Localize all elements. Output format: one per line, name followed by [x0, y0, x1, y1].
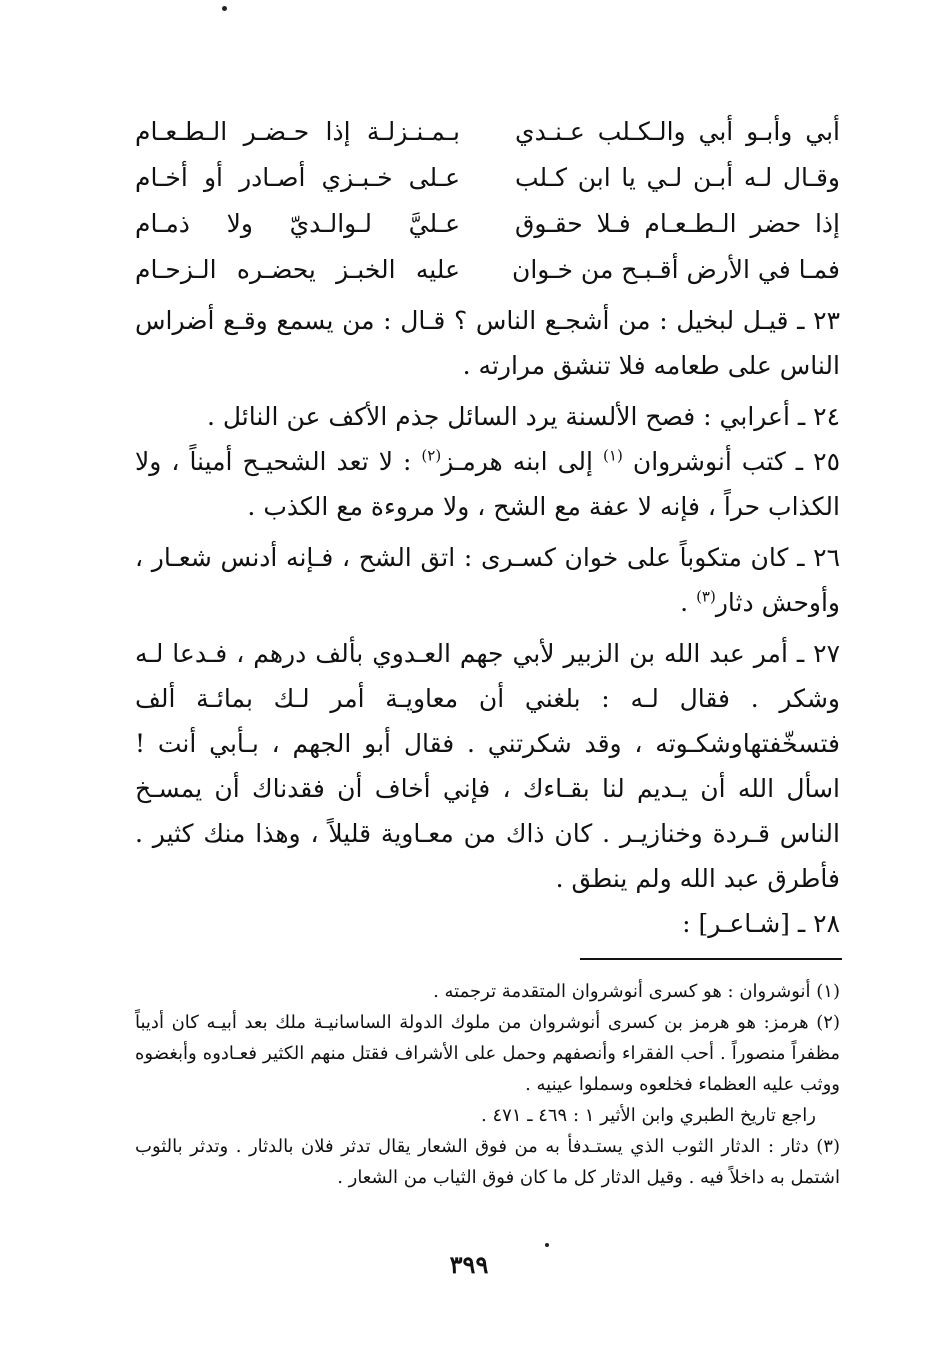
verse-row	[135, 246, 840, 292]
footnote-ref-1: (١)	[603, 446, 623, 465]
paragraph-28: ٢٨ ـ [شـاعـر] :	[682, 909, 840, 938]
verse-first-hemistich: وقـال لـه أبـن لـي يا ابن كـلب	[515, 162, 840, 192]
footnote-2-reference	[135, 1100, 840, 1131]
verse-second-hemistich: بـمـنـزلـة إذا حـضـر الـطـعـام	[135, 116, 460, 146]
paragraph-24: ٢٤ ـ أعرابي : فصح الألسنة يرد السائل جذم الأكف عن النائل .	[206, 402, 840, 431]
paragraph-25	[135, 439, 840, 529]
poem	[135, 108, 840, 292]
paragraph-23: ٢٣ ـ قيـل لبخيل : من أشجـع الناس ؟ قـال : من يسمع وقـع أضراس الناس على طعامه فلا تنشق مرارته .	[135, 306, 840, 380]
verse-second-hemistich: عليه الخبـز يحضـره الـزحـام	[135, 254, 460, 284]
paragraph-25-part-b: إلى ابنه هرمـز	[441, 447, 593, 476]
footnotes	[135, 976, 840, 1193]
paragraph-26	[135, 535, 840, 625]
paragraph-26-part-a: ٢٦ ـ كان متكوباً على خوان كسـرى : اتق الشح ، فـإنه أدنس شعـار ، وأوحش دثار	[135, 543, 840, 617]
footnote-1: (١) أنوشروان : هو كسرى أنوشروان المتقدمة ترجمته .	[433, 981, 840, 1002]
paragraph-25-part-c: : لا تعد الشحيـح أميناً ، ولا الكذاب حراً ، فإنه لا عفة مع الشح ، ولا مروءة مع الكذب .	[135, 447, 840, 521]
verse-first-hemistich: فمـا في الأرض أقـبـح من خـوان	[511, 254, 840, 284]
verse-first-hemistich: أبي وأبـو أبي والـكـلب عـنـدي	[515, 116, 840, 146]
verse-second-hemistich: عـلى خـبـزي أصـادر أو أخـام	[135, 162, 460, 192]
footnote-2-reference-text: راجع تاريخ الطبري وابن الأثير ١ : ٤٦٩ ـ ٤٧١ .	[481, 1105, 816, 1126]
footnote-ref-3: (٣)	[696, 587, 716, 606]
footnote-2: (٢) هرمز: هو هرمز بن كسرى أنوشروان من ملوك الدولة الساسانيـة ملك بعد أبيـه كان أديباً مظفراً منصوراً . أحب الفقراء وأنصفهم وحمل على الأشراف فقتل منهم الكثير فعـادوه وأبغضوه ووثب عليه العظماء فخلعوه وسملوا عينيه .	[135, 1012, 840, 1095]
footnote-divider	[580, 958, 842, 960]
verse-row	[135, 154, 840, 200]
verse-row	[135, 200, 840, 246]
verse-row	[135, 108, 840, 154]
footnote-3: (٣) دثار : الدثار الثوب الذي يستـدفأ به من فوق الشعار يقال تدثر فلان بالدثار . وتدثر بالثوب اشتمل به داخلاً فيه . وقيل الدثار كل ما كان فوق الثياب من الشعار .	[135, 1136, 840, 1188]
verse-first-hemistich: إذا حضر الـطـعـام فـلا حقـوق	[515, 208, 840, 238]
bottom-speck	[545, 1243, 549, 1247]
paragraph-27: ٢٧ ـ أمر عبد الله بن الزبير لأبي جهم العـدوي بألف درهم ، فـدعا لـه وشكر . فقال لـه : بلغني أن معاويـة أمر لـك بمائـة ألف فتسخّفتهاوشكـوته ، وقد شكرتني . فقال أبو الجهم ، بـأبي أنت ! اسأل الله أن يـديم لنا بقـاءك ، فإني أخاف أن فقدناك أن يمسـخ الناس قـردة وخنازيـر . كان ذاك من معـاوية قليلاً ، وهذا منك كثير . فأطرق عبد الله ولم ينطق .	[135, 639, 840, 893]
footnote-ref-2: (٢)	[421, 446, 442, 465]
page-number: ٣٩٩	[449, 1250, 489, 1279]
top-speck	[222, 6, 227, 11]
paragraph-26-part-b: .	[680, 588, 689, 617]
main-text	[135, 108, 840, 946]
verse-second-hemistich: عـليَّ لـوالـديّ ولا ذمـام	[135, 208, 460, 238]
paragraph-25-part-a: ٢٥ ـ كتب أنوشروان	[632, 447, 841, 476]
